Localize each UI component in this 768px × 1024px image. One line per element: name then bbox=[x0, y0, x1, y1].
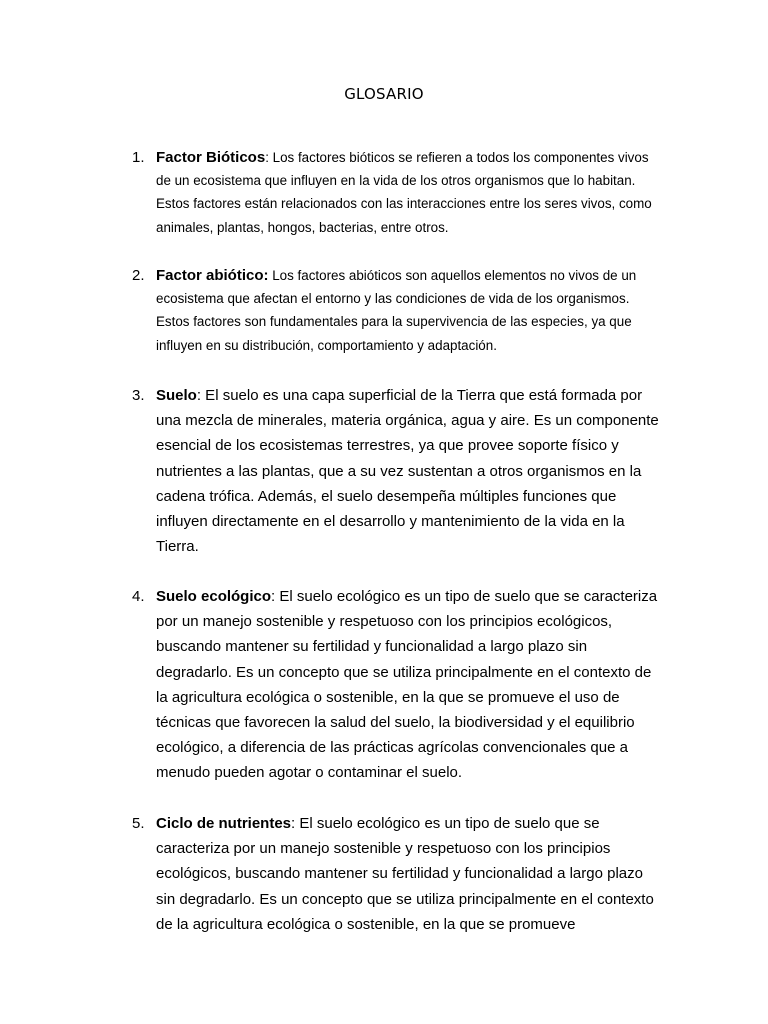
document-title: GLOSARIO bbox=[344, 85, 424, 103]
item-separator: : bbox=[265, 150, 269, 165]
item-term: Factor abiótico: bbox=[156, 267, 269, 284]
glossary-item bbox=[132, 811, 662, 937]
item-definition: El suelo es una capa superficial de la Tierra que está formada por una mezcla de minerales, materia orgánica, agua y aire. Es un componente esencial de los ecosistemas terrestres, ya que provee soporte físico y nutrientes a las plantas, que a su vez sustentan a otros organismos en la cadena trófica. Además, el suelo desempeña múltiples funciones que influyen directamente en el desarrollo y mantenimiento de la vida en la Tierra. bbox=[156, 387, 659, 556]
item-separator: : bbox=[196, 387, 202, 404]
glossary-item bbox=[132, 584, 662, 786]
item-term: Factor Bióticos bbox=[156, 149, 266, 166]
item-definition: El suelo ecológico es un tipo de suelo que se caracteriza por un manejo sostenible y respetuoso con los principios ecológicos, buscando mantener su fertilidad y funcionalidad a largo plazo sin degradarlo. Es un concepto que se utiliza principalmente en el contexto de la agricultura ecológica o sostenible, en la que se promueve el uso de técnicas que favorecen la salud del suelo, la biodiversidad y el equilibrio ecológico, a diferencia de las prácticas agrícolas convencionales que a menudo pueden agotar o contaminar el suelo. bbox=[156, 588, 658, 782]
item-number: 1. bbox=[132, 149, 145, 166]
glossary-item bbox=[132, 146, 662, 239]
item-term: Suelo bbox=[156, 387, 197, 404]
glossary-item bbox=[132, 264, 662, 357]
item-number: 3. bbox=[132, 387, 145, 404]
item-definition: Los factores abióticos son aquellos elementos no vivos de un ecosistema que afectan el entorno y las condiciones de vida de los organismos. Estos factores son fundamentales para la supervivencia de las especies, ya que influyen en su distribución, comportamiento y adaptación. bbox=[156, 268, 637, 353]
item-separator: : bbox=[291, 815, 296, 832]
item-term: Ciclo de nutrientes bbox=[156, 815, 292, 832]
item-number: 4. bbox=[132, 588, 145, 605]
glossary-item bbox=[132, 383, 662, 559]
item-definition: El suelo ecológico es un tipo de suelo que se caracteriza por un manejo sostenible y respetuoso con los principios ecológicos, buscando mantener su fertilidad y funcionalidad a largo plazo sin degradarlo. Es un concepto que se utiliza principalmente en el contexto de la agricultura ecológica o sostenible, en la que se promueve bbox=[156, 815, 654, 933]
item-term: Suelo ecológico bbox=[156, 588, 272, 605]
item-definition: Los factores bióticos se refieren a todos los componentes vivos de un ecosistema que influyen en la vida de los otros organismos que lo habitan. Estos factores están relacionados con las interacciones entre los seres vivos, como animales, plantas, hongos, bacterias, entre otros. bbox=[156, 150, 652, 235]
item-number: 5. bbox=[132, 815, 145, 832]
item-separator: : bbox=[271, 588, 276, 605]
item-number: 2. bbox=[132, 267, 145, 284]
